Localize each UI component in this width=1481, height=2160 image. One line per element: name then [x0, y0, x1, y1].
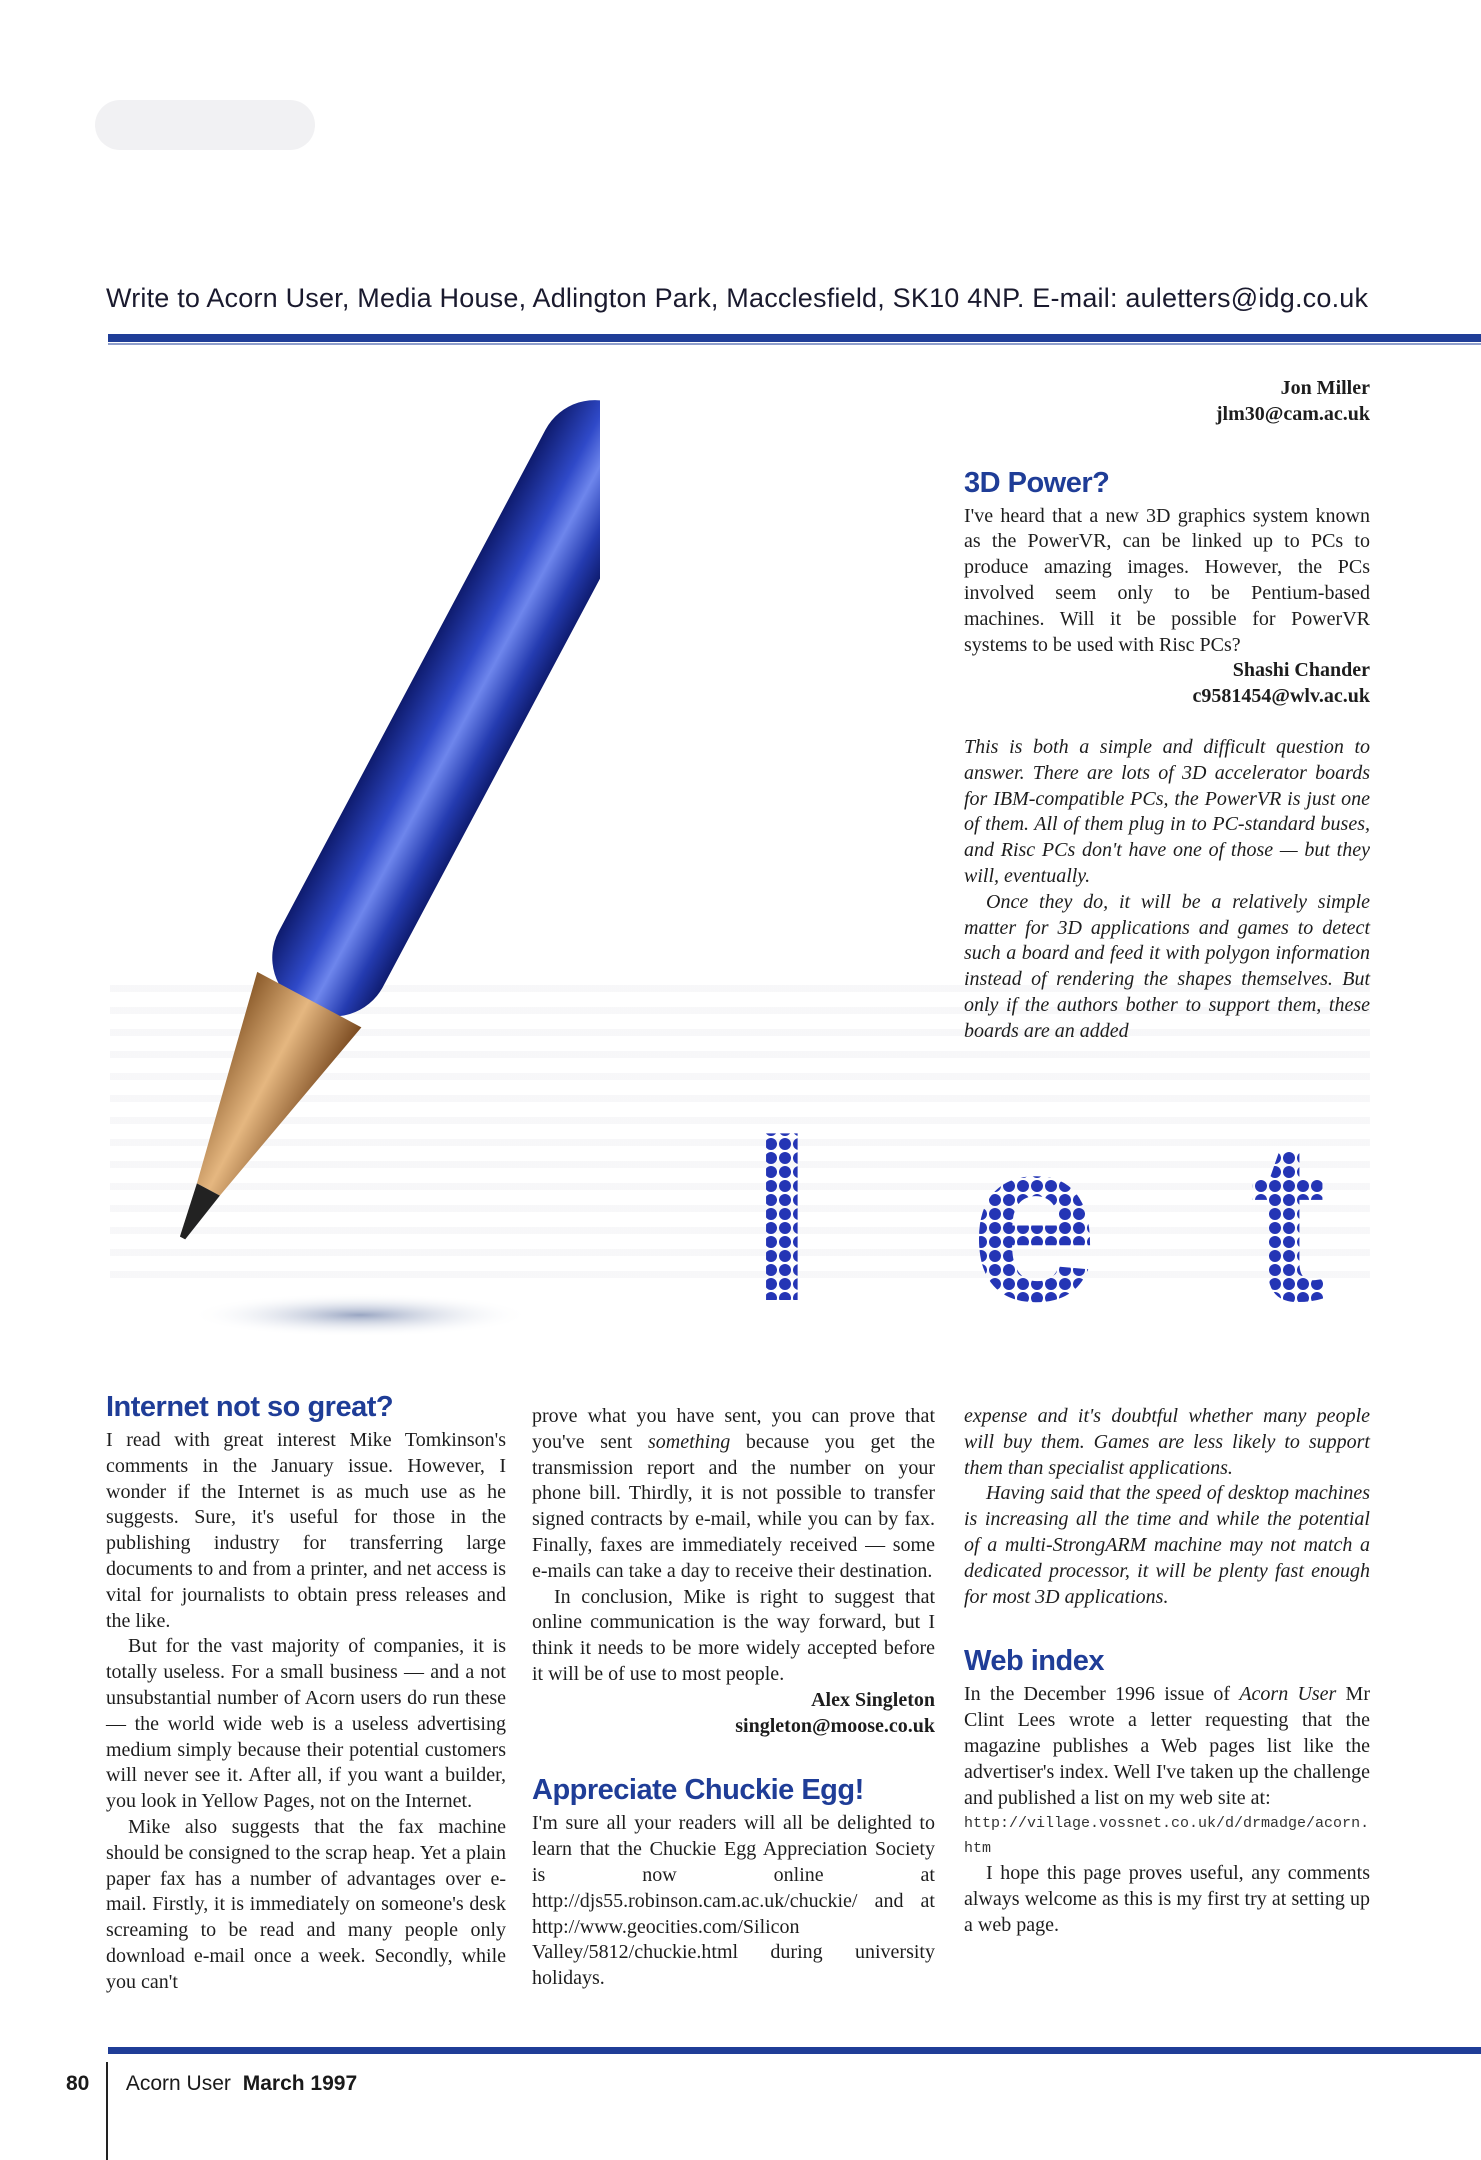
letter-paragraph: I hope this page proves useful, any comments always welcome as this is my first try at setting up a web page. [964, 1862, 1370, 1936]
background-pill-decoration [95, 100, 315, 150]
page-number: 80 [66, 2072, 90, 2095]
let-letters-graphic [750, 1095, 1400, 1330]
heading-web-index: Web index [964, 1645, 1104, 1678]
prev-signature-name: Jon Miller [1280, 377, 1370, 399]
signature-name: Alex Singleton [811, 1688, 935, 1711]
signature-name: Shashi Chander [1232, 659, 1370, 682]
heading-appreciate-chuckie-egg: Appreciate Chuckie Egg! [532, 1774, 864, 1807]
footer-divider [106, 2062, 108, 2160]
right-column [964, 1404, 1370, 1939]
letter-e: e [970, 1095, 1098, 1330]
letter-3d-power: I've heard that a new 3D graphics system known as the PowerVR, can be linked up to PCs to produce amazing images. However, the PCs involved seem only to be Pentium-based machines. Will it be possible for PowerVR systems to be used with Risc PCs? [964, 504, 1370, 656]
middle-column [532, 1404, 935, 1992]
letter-paragraph: In the December 1996 issue of Acorn User Mr Clint Lees wrote a letter requesting that the magazine publishes a Web pages list like the advertiser's index. Well I've taken up the challenge and published a list on my web site at: [964, 1683, 1371, 1809]
reply-paragraph: Having said that the speed of desktop machines is increasing all the time and while the potential of a multi-StrongARM machine may not match a dedicated processor, it will be plenty fast enough for most 3D applications. [964, 1482, 1370, 1608]
heading-3d-power: 3D Power? [964, 466, 1110, 499]
page-footer [66, 2072, 357, 2096]
letter-paragraph: prove what you have sent, you can prove that you've sent something because you get the transmission report and the number on your phone bill. Thirdly, it is not possible to transfer signed contracts by e-mail, while you can by fax. Finally, faxes are immediately received — some e-mails can take a day to receive their destination. [532, 1405, 935, 1582]
reply-paragraph: expense and it's doubtful whether many people will buy them. Games are less likely to support them than specialist applications. [964, 1405, 1370, 1479]
heading-internet-not-so-great: Internet not so great? [106, 1391, 394, 1423]
letter-paragraph: But for the vast majority of companies, it is totally useless. For a small business — and a not unsubstantial number of Acorn users do run these — the world wide web is a useless advertising medium simply because their potential customers will never see it. After all, if you want a builder, you look in Yellow Pages, not on the Internet. [106, 1635, 506, 1813]
bottom-rule [108, 2047, 1481, 2054]
letter-paragraph: I'm sure all your readers will all be delighted to learn that the Chuckie Egg Appreciation Society is now online at http://djs55.robinson.cam.ac.uk/chuckie/ and at http://www.geocities.com/Silicon Valley/5812/chuckie.html during university holidays. [532, 1812, 935, 1990]
right-top-column [964, 376, 1370, 1045]
letter-t: t [1250, 1095, 1327, 1330]
signature-email: c9581454@wlv.ac.uk [1192, 685, 1370, 708]
reply-paragraph: Once they do, it will be a relatively simple matter for 3D applications and games to detect such a board and feed it with polygon information instead of rendering the shapes themselves. But only if the authors bother to support them, these boards are an added [964, 890, 1370, 1042]
letter-paragraph: In conclusion, Mike is right to suggest that online communication is the way forward, but I think it needs to be more widely accepted before it will be of use to most people. [532, 1585, 935, 1685]
reply-paragraph: This is both a simple and difficult question to answer. There are lots of 3D accelerator boards for IBM-compatible PCs, the PowerVR is just one of them. All of them plug in to PC-standard buses, and Risc PCs don't have one of those — but they will, eventually. [964, 735, 1370, 887]
signature-email: singleton@moose.co.uk [735, 1714, 935, 1737]
letter-l: l [750, 1095, 814, 1330]
prev-signature-email: jlm30@cam.ac.uk [1215, 402, 1370, 425]
letter-paragraph: Mike also suggests that the fax machine should be consigned to the scrap heap. Yet a plain paper fax has a number of advantages over e-mail. Firstly, it is immediately on someone's desk screaming to be read and many people only download e-mail once a week. Secondly, while you can't [106, 1815, 506, 1993]
issue-date: March 1997 [242, 2072, 358, 2095]
left-column [106, 1390, 506, 1996]
magazine-name: Acorn User [125, 2072, 231, 2095]
letter-paragraph: I read with great interest Mike Tomkinson's comments in the January issue. However, I wonder if the Internet is as much use as he suggests. Sure, it's useful for those in the publishing industry for transferring large documents to and from a printer, and net access is vital for journalists to obtain press releases and the like. [106, 1429, 506, 1632]
pencil-icon [180, 330, 600, 1360]
web-index-url[interactable]: http://village.vossnet.co.uk/d/drmadge/acorn.htm [964, 1815, 1370, 1858]
letters-address-line: Write to Acorn User, Media House, Adlington Park, Macclesfield, SK10 4NP. E-mail: auletters@idg.co.uk [106, 283, 1369, 313]
